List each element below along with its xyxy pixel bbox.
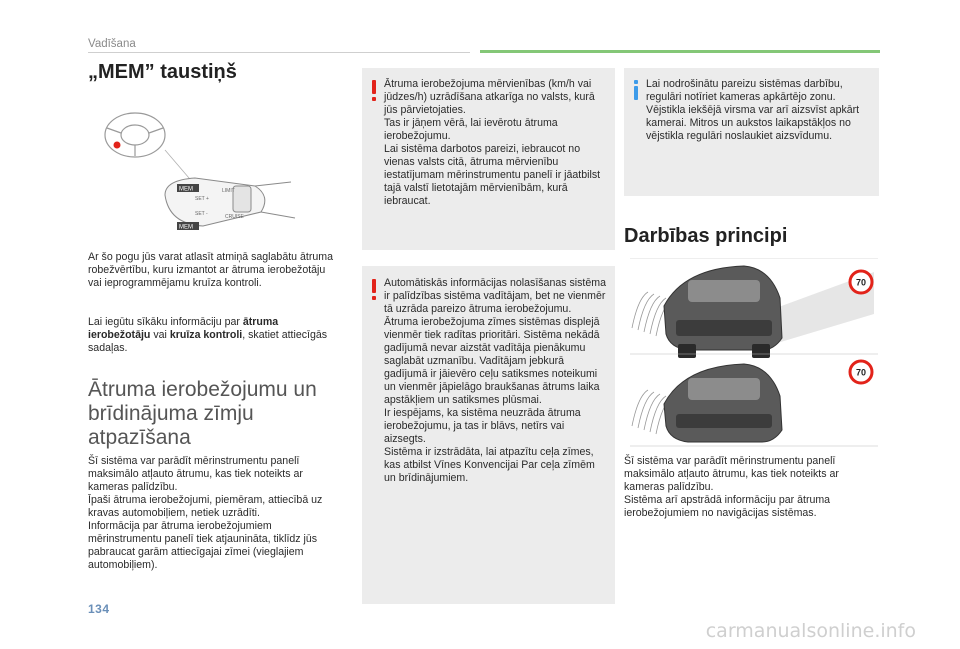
speed-sign-value-bottom: 70 <box>855 367 867 378</box>
camera-cleaning-info-text: Lai nodrošinātu pareizu sistēmas darbību, regulāri notīriet kameras apkārtējo zonu. Vējstikla iekšējā virsma var arī aizsvīst apkārt kamerai. Mitros un aukstos laikapstākļos no vējstikla regulāri noslaukiet aizsvīdumu. <box>646 78 860 142</box>
speed-sign-recognition-title: Ātruma ierobežojumu un brīdinājuma zīmju atpazīšana <box>88 378 317 449</box>
info-icon <box>634 86 638 100</box>
speed-sign-value-top: 70 <box>855 277 867 288</box>
header-accent-bar <box>480 50 880 53</box>
car-detecting-sign-bottom <box>630 354 878 446</box>
operating-principles-body: Šī sistēma var parādīt mērinstrumentu panelī maksimālo atļauto ātrumu, kas tiek noteikts ar kameras palīdzību. Sistēma arī apstrādā informāciju par ātruma ierobežojumiem no navigācijas sistēmas. <box>624 455 839 519</box>
mem-button-title: „MEM” taustiņš <box>88 61 237 83</box>
section-header: Vadīšana <box>88 38 136 50</box>
watermark: carmanualsonline.info <box>705 620 916 642</box>
mem-label-top: MEM <box>179 186 193 193</box>
warning-icon <box>372 80 376 94</box>
operating-principles-title: Darbības principi <box>624 225 788 247</box>
mem-intro-text: Ar šo pogu jūs varat atlasīt atmiņā saglabātu ātruma robežvērtību, kuru izmantot ar ātruma ierobežotāju vai ieprogrammējamu kruīza kontroli. <box>88 251 333 289</box>
set-minus-label: SET - <box>195 211 208 217</box>
limit-label: LIMIT <box>222 188 235 194</box>
header-divider <box>88 52 470 53</box>
cruise-label: CRUISE <box>225 214 244 220</box>
mem-label-bottom: MEM <box>179 224 193 231</box>
car-detecting-sign-top <box>630 258 878 358</box>
car-sign-detection-illustration <box>624 258 884 448</box>
cruise-control-link: kruīza kontroli <box>169 329 243 341</box>
speed-sign-recognition-body: Šī sistēma var parādīt mērinstrumentu panelī maksimālo atļauto ātrumu, kas tiek noteikts ar kameras palīdzību. Īpaši ātruma ierobežojumi, piemēram, attiecībā uz kravas automobiļiem, netiek uzrādīti. Informācija par ātruma ierobežojumiem mērinstrumentu panelī tiek atjaunināta, tiklīdz jūs pabraucat garām attiecīgajai zīmei (vieglajiem automobiļiem). <box>88 455 323 571</box>
set-plus-label: SET + <box>195 196 209 202</box>
more-info-text: Lai iegūtu sīkāku informāciju par ātruma ierobežotāju vai kruīza kontroli, skatiet attiecīgās sadaļas. <box>88 316 328 354</box>
steering-wheel-mem-button-illustration <box>95 100 305 240</box>
warning-icon <box>372 279 376 293</box>
mem-button-location-dot <box>114 142 121 149</box>
page-number: 134 <box>88 602 110 616</box>
system-limits-warning-text: Automātiskās informācijas nolasīšanas sistēma ir palīdzības sistēma vadītājam, bet ne vienmēr tā uzrāda pareizo ātruma ierobežojumu. Ātruma ierobežojuma zīmes sistēmas displejā vienmēr tiek radītas prioritāri. Sistēma nekādā gadījumā nevar aizstāt vadītāja pienākumu saglabāt uzmanību. Vadītājam jebkurā gadījumā ir jāievēro ceļu satiksmes noteikumi un vienmēr jāpielāgo braukšanas ātrums laika apstākļiem un satiksmes plūsmai. Ir iespējams, ka sistēma neuzrāda ātruma ierobežojumu, ja tas ir blāvs, netīrs vai aizsegts. Sistēma ir izstrādāta, lai atpazītu ceļa zīmes, kas atbilst Vīnes Konvencijai Par ceļa zīmēm un brīdinājumiem. <box>384 277 606 484</box>
speed-limiter-link: ātruma ierobežotāju <box>88 316 279 341</box>
units-warning-text: Ātruma ierobežojuma mērvienības (km/h vai jūdzes/h) uzrādīšana atkarīga no valsts, kurā jūs pārvietojaties. Tas ir jāņem vērā, lai ievērotu ātruma ierobežojumu. Lai sistēma darbotos pareizi, iebraucot no vienas valsts citā, ātruma mērvienību iestatījumam mērinstrumentu panelī ir jāatbilst tajā valstī lietotajām mērvienībām, kurā iebraucat. <box>384 78 601 207</box>
steering-wheel-icon <box>105 113 165 157</box>
